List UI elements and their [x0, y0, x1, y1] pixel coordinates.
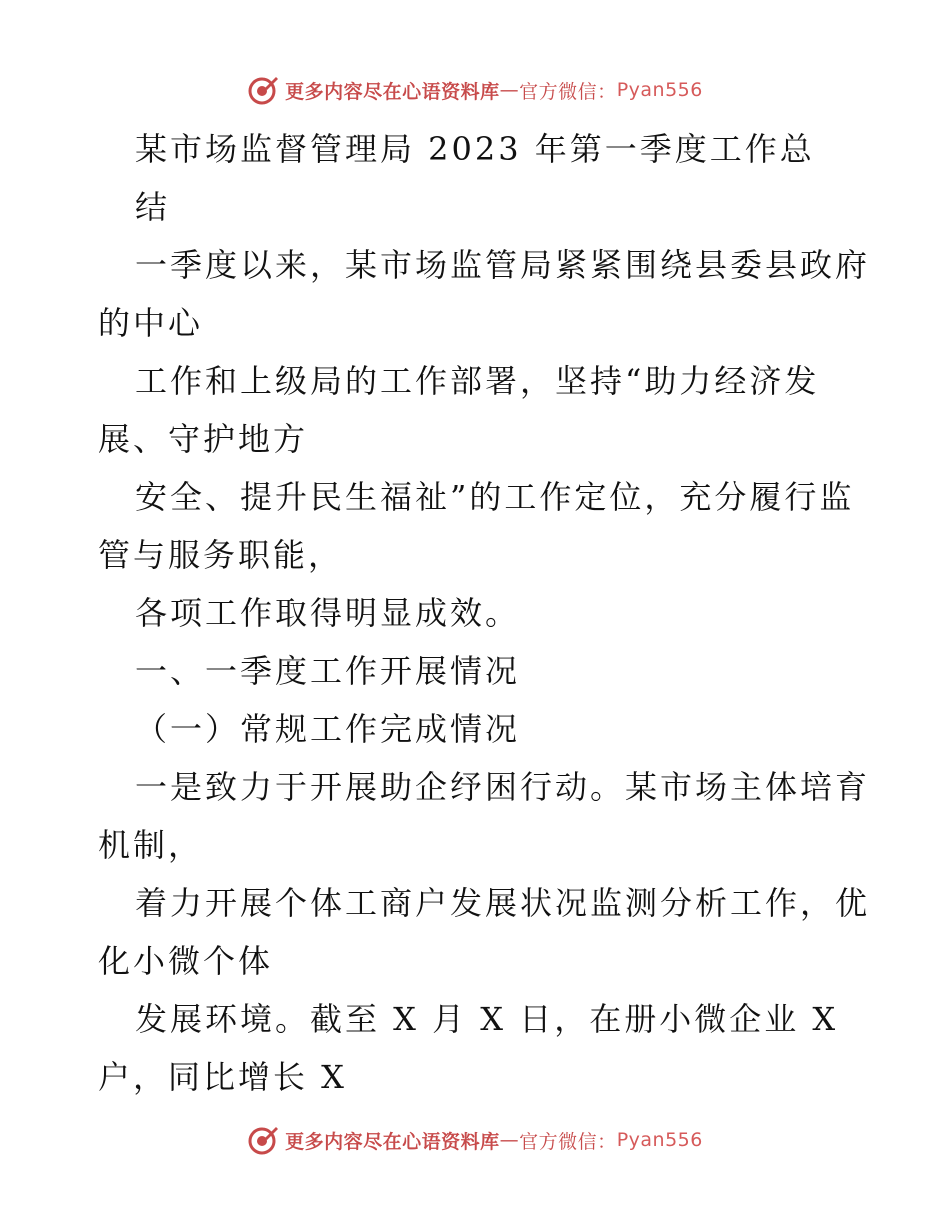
watermark-sub-text: 官方微信： — [519, 1130, 617, 1153]
text-line: 某市场监督管理局 2023 年第一季度工作总 — [135, 130, 815, 168]
text-line: 展、守护地方 — [98, 420, 309, 458]
text-line: 机制， — [98, 826, 204, 864]
text-line: 一季度以来，某市场监管局紧紧围绕县委县政府 — [135, 246, 871, 284]
text-line: 着力开展个体工商户发展状况监测分析工作，优 — [135, 884, 871, 922]
watermark-wechat-id: Pyan556 — [616, 1129, 703, 1151]
text-line: 管与服务职能， — [98, 536, 344, 574]
watermark-sub-text: 官方微信： — [519, 80, 617, 103]
watermark-dash: — — [499, 79, 520, 101]
text-line: 工作和上级局的工作部署，坚持“助力经济发 — [135, 362, 820, 400]
watermark-main-text: 更多内容尽在心语资料库 — [285, 80, 500, 103]
text-line: 一是致力于开展助企纾困行动。某市场主体培育 — [135, 768, 871, 806]
footer-watermark — [0, 1120, 950, 1160]
text-line: 化小微个体 — [98, 942, 274, 980]
text-line: （一）常规工作完成情况 — [135, 710, 521, 748]
brush-logo-icon — [247, 74, 279, 106]
text-line: 安全、提升民生福祉”的工作定位，充分履行监 — [135, 478, 855, 516]
text-line: 各项工作取得明显成效。 — [135, 594, 521, 632]
header-watermark — [0, 70, 950, 110]
watermark-dash: — — [499, 1129, 520, 1151]
text-line: 的中心 — [98, 304, 204, 342]
text-line: 一、一季度工作开展情况 — [135, 652, 521, 690]
text-line: 结 — [135, 188, 171, 226]
document-body — [98, 120, 871, 1106]
text-line: 户，同比增长 X — [98, 1058, 347, 1096]
brush-logo-icon — [247, 1124, 279, 1156]
watermark-main-text: 更多内容尽在心语资料库 — [285, 1130, 500, 1153]
watermark-wechat-id: Pyan556 — [616, 79, 703, 101]
text-line: 发展环境。截至 X 月 X 日，在册小微企业 X — [135, 1000, 839, 1038]
